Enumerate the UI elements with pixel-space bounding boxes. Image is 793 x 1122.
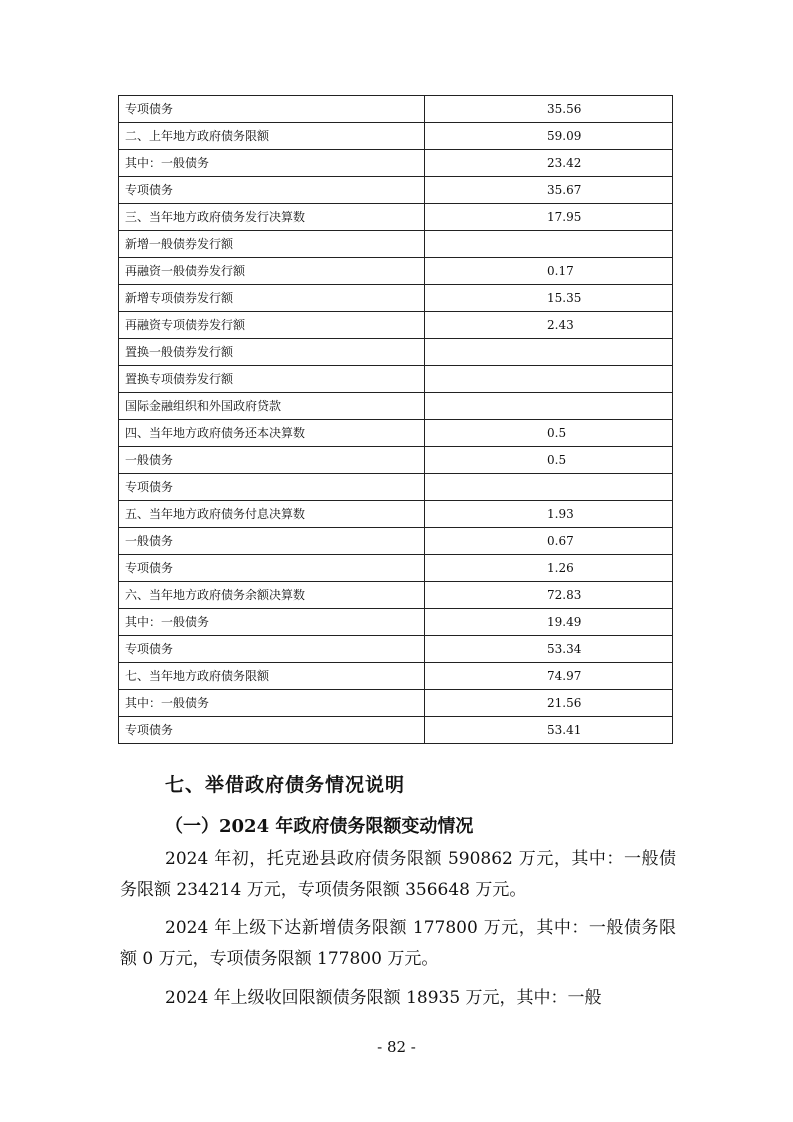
table-row <box>119 582 673 609</box>
row-label: 专项债务 <box>119 96 425 123</box>
row-label: 新增专项债券发行额 <box>119 285 425 312</box>
row-value: 19.49 <box>425 609 673 636</box>
table-row <box>119 636 673 663</box>
table-row <box>119 717 673 744</box>
section-heading: 七、举借政府债务情况说明 <box>165 774 406 796</box>
table-row <box>119 447 673 474</box>
row-label: 六、当年地方政府债务余额决算数 <box>119 582 425 609</box>
table-row <box>119 420 673 447</box>
row-label: 专项债务 <box>119 474 425 501</box>
table-row <box>119 393 673 420</box>
row-value: 59.09 <box>425 123 673 150</box>
row-value: 17.95 <box>425 204 673 231</box>
table-row <box>119 663 673 690</box>
row-label: 再融资一般债券发行额 <box>119 258 425 285</box>
row-value <box>425 393 673 420</box>
row-label: 五、当年地方政府债务付息决算数 <box>119 501 425 528</box>
table-row <box>119 231 673 258</box>
row-value <box>425 231 673 258</box>
table-row <box>119 609 673 636</box>
section-subheading: （一）2024 年政府债务限额变动情况 <box>165 816 474 837</box>
debt-table <box>118 95 673 744</box>
row-label: 其中：一般债务 <box>119 150 425 177</box>
table-row <box>119 528 673 555</box>
row-label: 国际金融组织和外国政府贷款 <box>119 393 425 420</box>
row-label: 专项债务 <box>119 636 425 663</box>
row-value: 2.43 <box>425 312 673 339</box>
table-row <box>119 204 673 231</box>
row-value <box>425 474 673 501</box>
table-row <box>119 177 673 204</box>
row-value: 1.26 <box>425 555 673 582</box>
row-label: 七、当年地方政府债务限额 <box>119 663 425 690</box>
row-value: 1.93 <box>425 501 673 528</box>
row-label: 其中：一般债务 <box>119 609 425 636</box>
table-row <box>119 312 673 339</box>
row-label: 再融资专项债券发行额 <box>119 312 425 339</box>
table-row <box>119 96 673 123</box>
table-row <box>119 258 673 285</box>
row-value: 74.97 <box>425 663 673 690</box>
row-label: 专项债务 <box>119 555 425 582</box>
row-value <box>425 339 673 366</box>
table-row <box>119 501 673 528</box>
table-row <box>119 285 673 312</box>
table-row <box>119 123 673 150</box>
row-label: 置换专项债券发行额 <box>119 366 425 393</box>
table-row <box>119 690 673 717</box>
row-value: 35.67 <box>425 177 673 204</box>
row-value: 15.35 <box>425 285 673 312</box>
row-label: 置换一般债券发行额 <box>119 339 425 366</box>
row-label: 四、当年地方政府债务还本决算数 <box>119 420 425 447</box>
row-label: 一般债务 <box>119 447 425 474</box>
row-value: 0.67 <box>425 528 673 555</box>
row-value: 0.5 <box>425 447 673 474</box>
paragraph-2: 2024 年上级下达新增债务限额 177800 万元，其中：一般债务限额 0 万元，专项债务限额 177800 万元。 <box>120 918 676 969</box>
row-value: 35.56 <box>425 96 673 123</box>
row-value <box>425 366 673 393</box>
row-value: 0.5 <box>425 420 673 447</box>
table-row <box>119 366 673 393</box>
row-value: 72.83 <box>425 582 673 609</box>
table-row <box>119 474 673 501</box>
debt-table-body <box>119 96 673 744</box>
row-label: 新增一般债券发行额 <box>119 231 425 258</box>
paragraph-3: 2024 年上级收回限额债务限额 18935 万元，其中：一般 <box>165 988 602 1008</box>
row-value: 0.17 <box>425 258 673 285</box>
table-row <box>119 339 673 366</box>
table-row <box>119 150 673 177</box>
table-row <box>119 555 673 582</box>
row-label: 二、上年地方政府债务限额 <box>119 123 425 150</box>
row-label: 其中：一般债务 <box>119 690 425 717</box>
row-value: 23.42 <box>425 150 673 177</box>
row-value: 53.41 <box>425 717 673 744</box>
paragraph-1: 2024 年初，托克逊县政府债务限额 590862 万元，其中：一般债务限额 234214 万元，专项债务限额 356648 万元。 <box>120 849 676 900</box>
page-number: - 82 - <box>377 1038 416 1056</box>
row-label: 一般债务 <box>119 528 425 555</box>
row-value: 21.56 <box>425 690 673 717</box>
row-label: 三、当年地方政府债务发行决算数 <box>119 204 425 231</box>
row-label: 专项债务 <box>119 177 425 204</box>
row-value: 53.34 <box>425 636 673 663</box>
row-label: 专项债务 <box>119 717 425 744</box>
